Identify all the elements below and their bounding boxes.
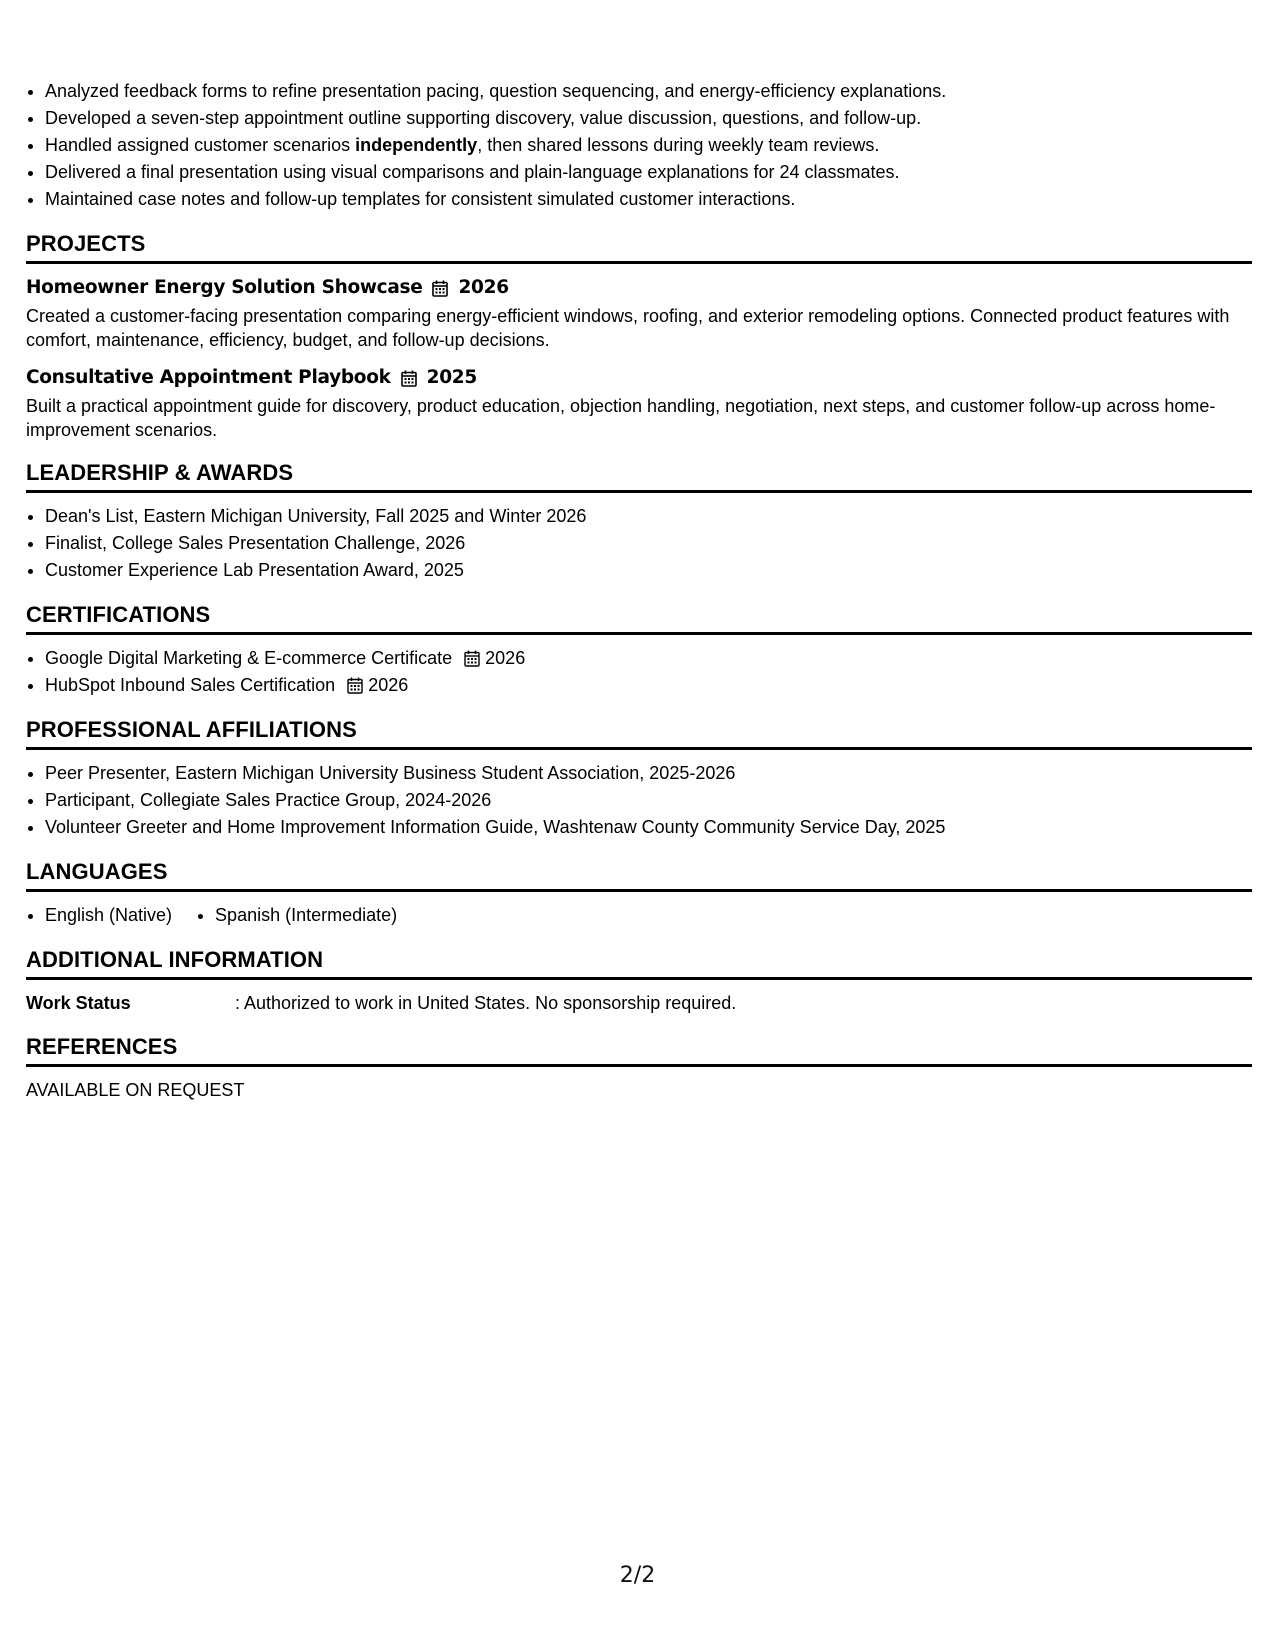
references-text: AVAILABLE ON REQUEST [26, 1080, 245, 1100]
languages-section [26, 859, 1252, 929]
list-item: • Finalist, College Sales Presentation Challenge, 2026 [45, 530, 1252, 557]
certification-name: • HubSpot Inbound Sales Certification [45, 675, 336, 695]
certification-item [45, 645, 1252, 672]
affiliations-section [26, 717, 1252, 841]
experience-bullet: • Maintained case notes and follow-up templates for consistent simulated customer interactions. [45, 186, 1252, 213]
experience-bullet-list [26, 78, 1252, 213]
experience-bullet: • Delivered a final presentation using visual comparisons and plain-language explanations for 24 classmates. [45, 159, 1252, 186]
project-name: Consultative Appointment Playbook [26, 367, 391, 388]
section-heading: ADDITIONAL INFORMATION [26, 947, 1252, 980]
section-heading: CERTIFICATIONS [26, 602, 1252, 635]
calendar-icon [401, 370, 417, 387]
references-section [26, 1034, 1252, 1103]
calendar-icon [432, 280, 448, 297]
work-status-row [26, 990, 1252, 1016]
work-status-value: : Authorized to work in United States. No sponsorship required. [235, 993, 737, 1013]
project-item [26, 274, 1252, 352]
languages-list [26, 902, 1252, 929]
certifications-list [26, 645, 1252, 699]
certification-name: • Google Digital Marketing & E-commerce Certificate [45, 648, 453, 668]
list-item: • Peer Presenter, Eastern Michigan University Business Student Association, 2025-2026 [45, 760, 1252, 787]
projects-section [26, 231, 1252, 442]
section-heading: PROFESSIONAL AFFILIATIONS [26, 717, 1252, 750]
calendar-icon [464, 650, 480, 667]
experience-bullet: • Analyzed feedback forms to refine presentation pacing, question sequencing, and energy-efficiency explanations. [45, 78, 1252, 105]
language-item: • Spanish (Intermediate) [215, 902, 397, 929]
resume-page [26, 78, 1252, 1103]
project-year: 2026 [458, 277, 509, 298]
project-name: Homeowner Energy Solution Showcase [26, 277, 423, 298]
work-status-label: Work Status [26, 993, 131, 1013]
project-item [26, 364, 1252, 442]
section-heading: LANGUAGES [26, 859, 1252, 892]
project-description: Created a customer-facing presentation comparing energy-efficient windows, roofing, and exterior remodeling options. Connected product features with comfort, maintenance, efficiency, budget, and follow-up decisions. [26, 306, 1230, 350]
page-number: 2/2 [619, 1563, 656, 1588]
leadership-list [26, 503, 1252, 584]
project-description: Built a practical appointment guide for discovery, product education, objection handling, negotiation, next steps, and customer follow-up across home-improvement scenarios. [26, 396, 1216, 440]
affiliations-list [26, 760, 1252, 841]
section-heading: REFERENCES [26, 1034, 1252, 1067]
list-item: • Volunteer Greeter and Home Improvement Information Guide, Washtenaw County Community Service Day, 2025 [45, 814, 1252, 841]
section-heading: LEADERSHIP & AWARDS [26, 460, 1252, 493]
experience-bullet: • Developed a seven-step appointment outline supporting discovery, value discussion, questions, and follow-up. [45, 105, 1252, 132]
leadership-section [26, 460, 1252, 584]
project-year: 2025 [426, 367, 477, 388]
certification-year: 2026 [368, 675, 409, 695]
additional-info-section [26, 947, 1252, 1016]
experience-bullet: • Handled assigned customer scenarios independently, then shared lessons during weekly team reviews. [45, 132, 1252, 159]
calendar-icon [347, 677, 363, 694]
language-item: • English (Native) [45, 902, 172, 929]
certification-item [45, 672, 1252, 699]
list-item: • Participant, Collegiate Sales Practice Group, 2024-2026 [45, 787, 1252, 814]
certifications-section [26, 602, 1252, 699]
section-heading: PROJECTS [26, 231, 1252, 264]
list-item: • Customer Experience Lab Presentation Award, 2025 [45, 557, 1252, 584]
certification-year: 2026 [485, 648, 526, 668]
list-item: • Dean's List, Eastern Michigan University, Fall 2025 and Winter 2026 [45, 503, 1252, 530]
